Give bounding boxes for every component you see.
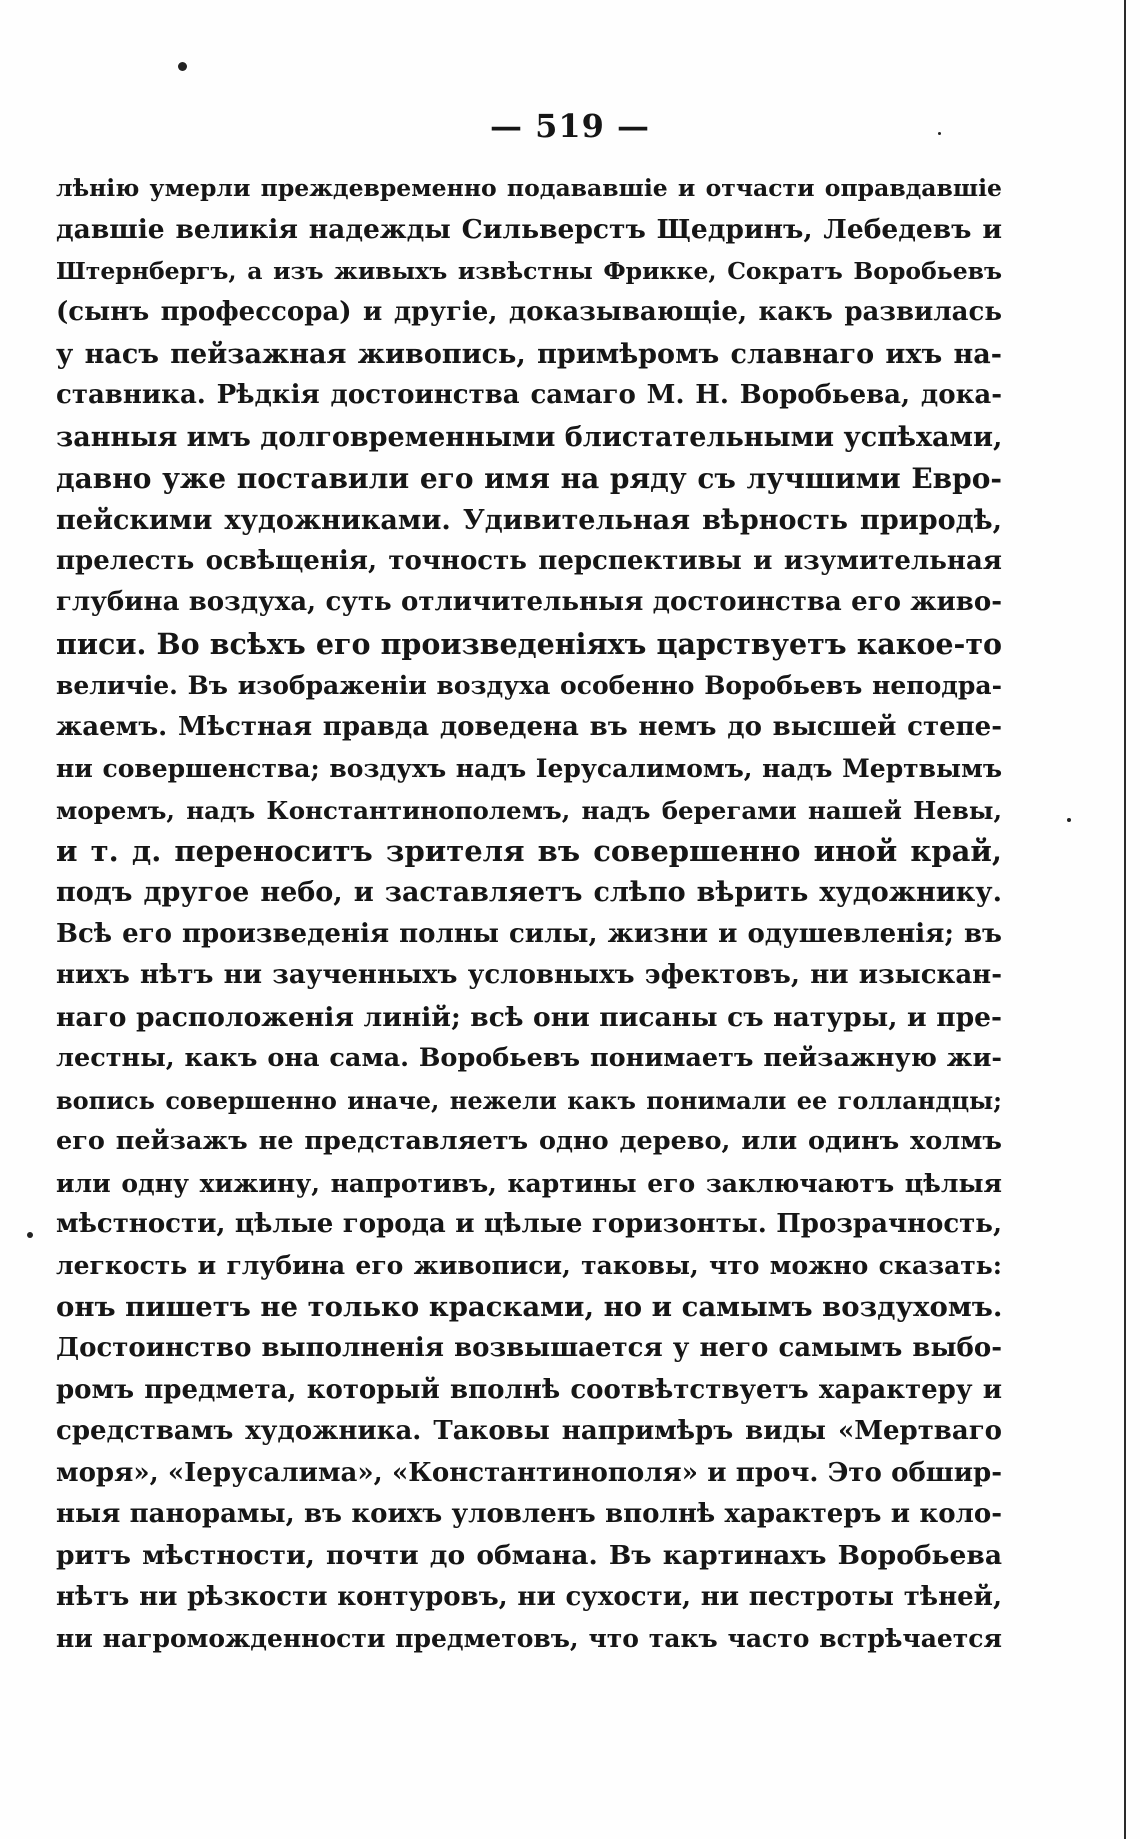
ink-speck bbox=[1067, 818, 1071, 822]
text-line: мѣстности, цѣлые города и цѣлые горизонты. Прозрачность, bbox=[56, 1208, 1002, 1239]
text-line: величіе. Въ изображеніи воздуха особенно Воробьевъ неподра- bbox=[56, 671, 1002, 701]
text-line: наго расположенія линій; всѣ они писаны съ натуры, и пре- bbox=[56, 1001, 1002, 1033]
text-line: ставника. Рѣдкія достоинства самаго М. Н. Воробьева, дока- bbox=[56, 380, 1002, 411]
text-line: моря», «Іерусалима», «Константинополя» и проч. Это обшир- bbox=[56, 1457, 1002, 1488]
page-number: — 519 — bbox=[489, 107, 651, 145]
text-line: онъ пишетъ не только красками, но и самымъ воздухомъ. bbox=[56, 1290, 1002, 1323]
text-line: у насъ пейзажная живопись, примѣромъ славнаго ихъ на- bbox=[56, 338, 1002, 370]
text-line: его пейзажъ не представляетъ одно дерево, или одинъ холмъ bbox=[56, 1126, 1002, 1157]
text-line: ныя панорамы, въ коихъ уловленъ вполнѣ характеръ и коло- bbox=[56, 1499, 1002, 1529]
text-line: ритъ мѣстности, почти до обмана. Въ картинахъ Воробьева bbox=[56, 1540, 1002, 1572]
body-text bbox=[56, 168, 1002, 1660]
text-line: занныя имъ долговременными блистательными успѣхами, bbox=[56, 421, 1002, 453]
text-line: давшіе великія надежды Сильверстъ Щедринъ, Лебедевъ и bbox=[56, 214, 1002, 246]
text-line: и т. д. переноситъ зрителя въ совершенно иной край, bbox=[56, 834, 1002, 868]
text-line: Достоинство выполненія возвышается у него самымъ выбо- bbox=[56, 1333, 1002, 1364]
text-line: ромъ предмета, который вполнѣ соотвѣтствуетъ характеру и bbox=[56, 1374, 1002, 1405]
text-line: прелесть освѣщенія, точность перспективы и изумительная bbox=[56, 545, 1002, 576]
text-line: лѣнію умерли преждевременно подававшіе и отчасти оправдавшіе bbox=[56, 174, 1002, 202]
text-line: ни нагроможденности предметовъ, что такъ часто встрѣчается bbox=[56, 1624, 1002, 1654]
text-line: глубина воздуха, суть отличительныя достоинства его живо- bbox=[56, 587, 1002, 618]
text-line: нихъ нѣтъ ни заученныхъ условныхъ эфектовъ, ни изыскан- bbox=[56, 960, 1002, 991]
ink-speck bbox=[178, 62, 187, 71]
text-line: давно уже поставили его имя на ряду съ лучшими Евро- bbox=[56, 462, 1002, 496]
text-line: ни совершенства; воздухъ надъ Іерусалимомъ, надъ Мертвымъ bbox=[56, 754, 1002, 784]
text-line: жаемъ. Мѣстная правда доведена въ немъ до высшей степе- bbox=[56, 711, 1002, 742]
text-line: средствамъ художника. Таковы напримѣръ виды «Мертваго bbox=[56, 1416, 1002, 1447]
text-line: вопись совершенно иначе, нежели какъ понимали ее голландцы; bbox=[56, 1085, 1002, 1115]
text-line: или одну хижину, напротивъ, картины его заключаютъ цѣлыя bbox=[56, 1168, 1002, 1198]
ink-speck bbox=[27, 1232, 33, 1238]
text-line: подъ другое небо, и заставляетъ слѣпо вѣрить художнику. bbox=[56, 877, 1002, 909]
text-line: нѣтъ ни рѣзкости контуровъ, ни сухости, ни пестроты тѣней, bbox=[56, 1581, 1002, 1612]
text-line: (сынъ профессора) и другіе, доказывающіе, какъ развилась bbox=[56, 297, 1002, 328]
text-line: легкость и глубина его живописи, таковы, что можно сказать: bbox=[56, 1251, 1002, 1281]
text-line: Всѣ его произведенія полны силы, жизни и одушевленія; въ bbox=[56, 918, 1002, 949]
text-line: Штернбергъ, а изъ живыхъ извѣстны Фрикке, Сократъ Воробьевъ bbox=[56, 256, 1002, 285]
text-line: пейскими художниками. Удивительная вѣрность природѣ, bbox=[56, 504, 1002, 536]
text-line: лестны, какъ она сама. Воробьевъ понимаетъ пейзажную жи- bbox=[56, 1043, 1002, 1074]
text-line: моремъ, надъ Константинополемъ, надъ берегами нашей Невы, bbox=[56, 795, 1002, 825]
page-edge-rule bbox=[1124, 0, 1126, 1839]
text-line: писи. Во всѣхъ его произведеніяхъ царствуетъ какое-то bbox=[56, 626, 1002, 661]
